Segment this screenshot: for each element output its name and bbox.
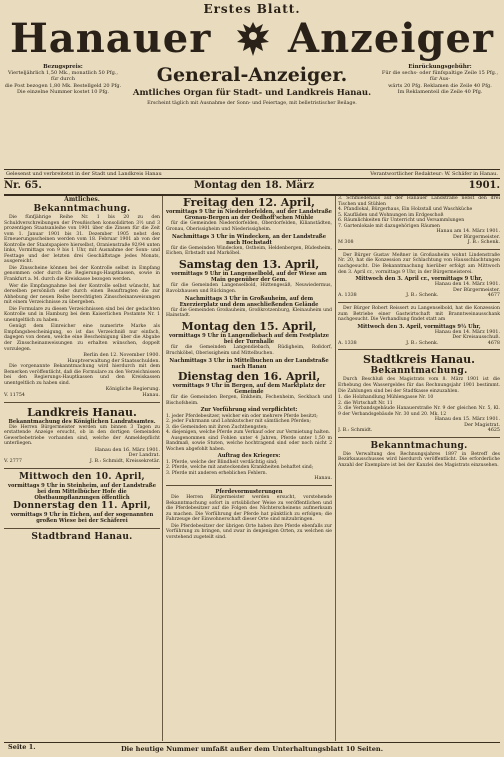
divider [4, 402, 160, 403]
advertising-line: Im Reklamenteil die Zeile 40 Pfg. [397, 88, 483, 95]
date-subheading: vormittags 9 Uhr in Langendiebach auf dem Festplatze bei der Turnhalle [168, 333, 330, 346]
paragraph: für die Gemeinden Langenselbold, Hüttengesäß, Neuwiedermus, Ravolzhausen und Rückingen. [166, 283, 332, 294]
paragraph: für die Gemeinden Niederdorfelden, Oberdorfelden, Kilianstädten, Gronau, Oberissigheim und Niederissigheim. [166, 221, 332, 232]
reference-line [338, 428, 500, 434]
paragraph: für die Gemeinden Großauheim, Großkrotzenburg, Kleinauheim und Hainstadt. [166, 307, 332, 319]
list-item: 1. jeder Pferdebesitzer, welcher ein oder mehrere Pferde besitzt; [166, 413, 318, 419]
advertising-box [380, 64, 500, 95]
list-item: 3. Schmiedehaus auf der Hanauer Landstraße nebst den drei Tischen und Stühlen [338, 196, 500, 207]
column-1 [4, 196, 160, 741]
paragraph: Die Herren Bürgermeister werden ersucht, vorstehende Bekanntmachung sofort in ortsüblicher Weise zu veröffentlichen und die Pferdebesitzer auf die Folgen des Nichterscheinens aufmerksam zu machen. Die Vorführung der Pferde hat pünktlich zu erfolgen; die Fahrzeuge der Einwohnerschaft dieser Orte sind mitzubringen. [166, 495, 332, 523]
list-heading: Auftrag des Kriegers: [217, 453, 281, 460]
reference-line [338, 240, 500, 246]
official-organ-line: Amtliches Organ für Stadt- und Landkreis Hanau. [132, 88, 372, 98]
divider [338, 249, 500, 250]
date-heading: Montag den 15. April, [181, 320, 317, 333]
notice-heading: Bekanntmachung. [33, 204, 131, 214]
paragraph: Der Bürger Gustav Meßner in Großauheim wohnt Lindenstraße Nr. 20, hat die Konzession zur Schlachtung von Hausschlachtungen nachgesucht. Die Bekanntmachung hierüber erfolgt am Mittwoch den 3. April cr., vormittags 9 Uhr, in der Bürgermeisterei. [338, 252, 500, 275]
list-item: 7. Gartenlokale mit dazugehörigen Räumen [338, 223, 440, 229]
divider [4, 528, 160, 529]
column-2 [166, 196, 332, 741]
paragraph: für die Gemeinden Bergen, Enkheim, Fechenheim, Seckbach und Bischofsheim. [166, 395, 332, 406]
paragraph: Wer die Empfangnahme bei der Kontrolle selbst wünscht, hat derselben persönlich oder durch einen Beauftragten die zur Abhebung der neuen Reihe berechtigten Zinsscheinanweisungen mit einem Verzeichnisse zu übergeben. [4, 283, 160, 306]
list-item: 2. jeder Fuhrmann und Lohnkutscher mit sämtlichen Pferden; [166, 419, 311, 425]
list-item: 3. die Gemeinden mit ihren Zuchthengsten; [166, 424, 268, 430]
date-subheading: vormittags 9 Uhr in Steinheim, auf der Landstraße bei dem Mittelbücher Hofe die Obstbaumpflanzungen öffentlich [8, 482, 156, 501]
list-item: 6. Räumlichkeiten für Unterricht und Versammlungen [338, 218, 465, 224]
date-heading: Donnerstag den 11. April, [13, 501, 151, 512]
date-line: Hanau den 15. März 1901. [434, 417, 500, 423]
notice-heading: Bekanntmachung. [370, 440, 468, 451]
date-subheading: vormittags 9 Uhr in Eichen, auf der sogenannten großen Wiese bei der Schäferei [10, 512, 154, 525]
notice-heading: Bekanntmachung. [370, 366, 468, 377]
list-item: 3. die Verbandsgebäude Hanauerstraße Nr. 9 der gleichen Nr. 5, Kl. 9 der Verbandsgebäude Nr. 30 und 20. Mk. 12 [338, 406, 500, 417]
column-divider [335, 196, 336, 741]
masthead [4, 16, 500, 62]
divider [166, 485, 332, 486]
reference-number: A. 1338 [338, 293, 357, 299]
date-line: Hanau den 14. März 1901. [434, 282, 500, 288]
date-subheading: vormittags 9 Uhr in Bergen, auf dem Marktplatz der Gemeinde [172, 382, 326, 396]
list-item: 2. Pferde, welche mit ansteckenden Krankheiten behaftet sind; [166, 465, 314, 471]
section-heading: Landkreis Hanau. [27, 405, 137, 419]
reference-signature: J. B.: Schenk. [406, 340, 439, 346]
reference-signature: J. B.: Schenk. [467, 240, 500, 246]
advertising-line: Für die sechs- oder fünfspaltige Zeile 15 Pfg., für Aus- [381, 70, 499, 83]
subtitle-block [128, 62, 376, 106]
paragraph: Der Bürger Robert Reissert zu Langenselbold, hat die Konzession zum Betriebe einer Gastwirtschaft mit Branntweinausschank nachgesucht. Die Verhandlung findet statt am [338, 305, 500, 323]
list-item: 1. die Holzhandlung Mühlengasse Nr. 10 [338, 395, 434, 401]
authority: Der Kreisausschuß. [452, 335, 500, 341]
paragraph: Genügt dem Einreicher eine numerirte Marke als Empfangsbescheinigung, so ist das Verzeichniß nur einfach, dagegen von denen, welche eine Bescheinigung über die Abgabe der Zinsscheinanweisungen zu erhalten wünschen, doppelt vorzulegen. [4, 324, 160, 352]
issue-date: Montag den 18. März [194, 180, 315, 191]
paragraph: Die Herren Bürgermeister werden um binnen 3 Tagen zu erstattende Anzeige ersucht, ob in den dortigen Gemeinden Gewerbebetriebe vorhanden sind, welche der Anmeldepflicht unterliegen. [4, 424, 160, 447]
notice-subheading: Pferdevormusterungen [215, 488, 283, 495]
authority: Der Bürgermeister. [452, 234, 500, 240]
date-line: Hanau den 16. März 1901. [94, 447, 160, 453]
paragraph: Die Verwaltung des Rechnungsjahres 1897 in Betreff des Bezirksausschusses wird hierdurch veröffentlicht. Die erforderliche Anzahl der Exemplare ist bei der Kanzlei des Magistrats einzusehen. [338, 451, 500, 468]
notice-subheading: Bekanntmachung des Königlichen Landratsamtes. [8, 418, 156, 425]
rule [4, 178, 500, 179]
subscription-box [4, 64, 122, 95]
dateline [4, 180, 500, 192]
paragraph: Durch Beschluß des Magistrats vom 8. März 1901 ist die Erhebung des Wassergeldes für das Rechnungsjahr 1901 bestimmt. Die Zahlungen sind bei der Stadtkasse einzuzahlen. [338, 377, 500, 394]
reference-signature: J. B.: Schenk. [406, 293, 439, 299]
authority: Hauptverwaltung der Staatsschulden. [67, 358, 160, 364]
date-subheading: Nachmittags 3 Uhr in Windecken, an der Landstraße nach Hochstadt [171, 233, 327, 246]
date-heading: Freitag den 12. April, [182, 196, 315, 209]
paragraph: Die Zinsscheine können bei der Kontrolle selbst in Empfang genommen oder durch die Regierungs-Hauptkassen, sowie in Frankfurt a. M. durch die Kreiskasse bezogen werden. [4, 265, 160, 283]
subheader [0, 62, 504, 156]
paragraph: Die Pferdebesitzer der übrigen Orte haben ihre Pferde ebenfalls zur Vorführung zu bringen, und zwar in denjenigen Orten, zu welchen sie vorstehend zugeteilt sind. [166, 523, 332, 540]
column-3 [338, 196, 500, 741]
edition-label: Erstes Blatt. [203, 2, 301, 16]
date-heading: Dienstag den 16. April, [177, 369, 321, 383]
eagle-crest-icon [233, 18, 273, 60]
place-line: Hanau. [314, 476, 332, 482]
date-heading: Samstag den 13. April, [178, 258, 320, 271]
column-divider [162, 196, 163, 741]
reference-line [338, 341, 500, 347]
circulation-note: Gelesenst und verbreitetst in der Stadt und Landkreis Hanau [6, 171, 162, 177]
list-item: 3. Pferde mit anderen erheblichen Fehlern. [166, 470, 268, 476]
paragraph: Die fünfjährige Reihe Nr. 1 bis 20 zu den Schuldverschreibungen der Preußischen konsolidirten 3½ und 3 prozentigen Staatsanleihe von 1901 über die Zinsen für die Zeit vom 1. Januar 1901 bis 31. Dezember 1905 nebst den Erneuerungsscheinen werden vom 18. Februar 1901 ab von der Kontrolle der Staatspapiere hierselbst, Oranienstraße 92/94 unten links, Vormittags von 9 bis 1 Uhr, mit Ausnahme der Sonn- und Festtage und der letzten drei Geschäftstage jedes Monats, ausgereicht. [4, 215, 160, 265]
reference-signature: J. B.: Schmidt, Kreissekretär. [89, 458, 160, 464]
issue-number: Nr. 65. [4, 180, 42, 191]
list-heading: Zur Vorführung sind verpflichtet: [200, 407, 298, 414]
date-subheading: Nachmittags 3 Uhr in Großauheim, auf dem Exerzierplatz und dem anschließenden Gelände [179, 295, 319, 308]
authority: Der Magistrat. [464, 422, 500, 428]
authority: Der Landrat. [128, 453, 160, 459]
article-columns [4, 196, 500, 741]
reference-number: 4678 [487, 340, 500, 346]
editor-note: Verantwortlicher Redakteur: W. Schäfer in Hanau. [370, 171, 498, 177]
date-subheading: Mittwoch den 3. April, vormittags 9½ Uhr, [357, 323, 481, 330]
publication-note: Erscheint täglich mit Ausnahme der Sonn- und Feiertage, mit belletristischer Beilage. [147, 101, 357, 106]
subscription-line: Die einzelne Nummer kostet 10 Pfg. [16, 88, 110, 95]
date-heading: Mittwoch den 10. April, [19, 471, 145, 482]
divider [338, 349, 500, 350]
reference-line [338, 293, 500, 299]
paragraph: Die Formulare zu diesen Verzeichnissen sind bei der gedachten Kontrolle und in Hamburg bei dem Kaiserlichen Postamte Nr. 1 unentgeltlich zu haben. [4, 306, 160, 323]
date-subheading: Mittwoch den 3. April cr., vormittags 9 Uhr, [355, 276, 483, 283]
reference-number: 4625 [487, 428, 500, 434]
reference-number: M 308 [338, 240, 354, 246]
date-subheading: Nachmittags 3 Uhr in Mittelbuchen an der Landstraße nach Hanau [169, 357, 329, 370]
footer-note: Die heutige Nummer umfaßt außer dem Unterhaltungsblatt 10 Seiten. [4, 742, 500, 757]
list-item: 5. Kaufläden und Wohnungen im Erdgeschoß [338, 212, 444, 218]
subscription-title: Bezugspreis: [43, 64, 83, 70]
advertising-line: wärts 20 Pfg. Reklamen die Zeile 40 Pfg. [388, 82, 492, 89]
divider [338, 302, 500, 303]
page-number: Seite 1. [8, 743, 36, 751]
rule [4, 169, 500, 170]
date-line: Hanau am 14. März 1901. [436, 229, 500, 235]
date-line: Hanau den 14. März 1901. [434, 329, 500, 335]
divider [4, 468, 160, 469]
reference-signature: J. B.: Schmidt. [338, 428, 373, 434]
masthead-title-left: Hanauer [10, 15, 212, 62]
date-line: Berlin den 12. November 1900. [83, 353, 160, 359]
paragraph: Die vorgenannte Bekanntmachung wird hierdurch mit dem Bemerken veröffentlicht, daß die Formulare zu den Verzeichnissen bei den Regierungs-Hauptkassen und den Kreiskassen unentgeltlich zu haben sind. [4, 364, 160, 386]
reference-number: V. 2777 [4, 458, 22, 464]
section-heading: Stadtbrand Hanau. [31, 531, 133, 542]
authority: Der Bürgermeister. [452, 287, 500, 293]
reference-line [4, 393, 160, 399]
section-heading: Stadtkreis Hanau. [362, 353, 475, 367]
reference-number: A. 1338 [338, 340, 357, 346]
authority: Königliche Regierung. [105, 387, 160, 393]
masthead-title-right: Anzeiger [288, 15, 494, 62]
reference-line [4, 459, 160, 465]
date-subheading: vormittags 9 Uhr in Niederdorfelden, auf der Landstraße Gronau-Bergen an der Oedhoff'schen Mühle [166, 209, 332, 222]
paragraph: für die Gemeinden Windecken, Ostheim, Heldenbergen, Büdesheim, Eichen, Erbstadt und Marköbel. [166, 245, 332, 257]
reference-place: Hanau. [142, 392, 160, 398]
subtitle: General-Anzeiger. [156, 64, 348, 86]
list-item: 1. Pferde, welche der Blindheit verdächtig sind; [166, 459, 278, 465]
section-heading: Amtliches. [64, 196, 100, 203]
advertising-title: Einrückungsgebühr: [408, 64, 472, 70]
reference-number: 4677 [487, 293, 500, 299]
list-item: 4. Pfandlokal, Bürgerhaus, Ein Holzstall und Waschküche [338, 207, 473, 213]
list-item: 4. diejenigen, welche Pferde zum Verkauf oder zur Vermietung halten. [166, 430, 331, 436]
paragraph: Ausgenommen sind Fohlen unter 4 Jahren, Pferde unter 1,50 m Bandmaß, sowie Stuten, welche hochtragend sind oder noch nicht 2 Wochen abgefohlt haben. [166, 435, 332, 452]
date-subheading: vormittags 9 Uhr in Langenselbold, auf der Wiese am Main gegenüber der Gem. [171, 271, 327, 284]
paragraph: für die Gemeinden Langendiebach, Rüdigheim, Roßdorf, Bruchköbel, Oberissigheim und Mittelbuchen. [166, 345, 332, 356]
divider [338, 437, 500, 438]
issue-year: 1901. [468, 180, 500, 191]
reference-number: V. 11754 [4, 392, 25, 398]
subscription-line: Vierteljährlich 1,50 Mk., monatlich 50 Pfg., für durch [8, 70, 118, 83]
subscription-line: die Post bezogen 1,80 Mk. Bestellgeld 20 Pfg. [4, 82, 122, 89]
list-item: 2. die Wirtschaft Nr. 11 [338, 400, 393, 406]
